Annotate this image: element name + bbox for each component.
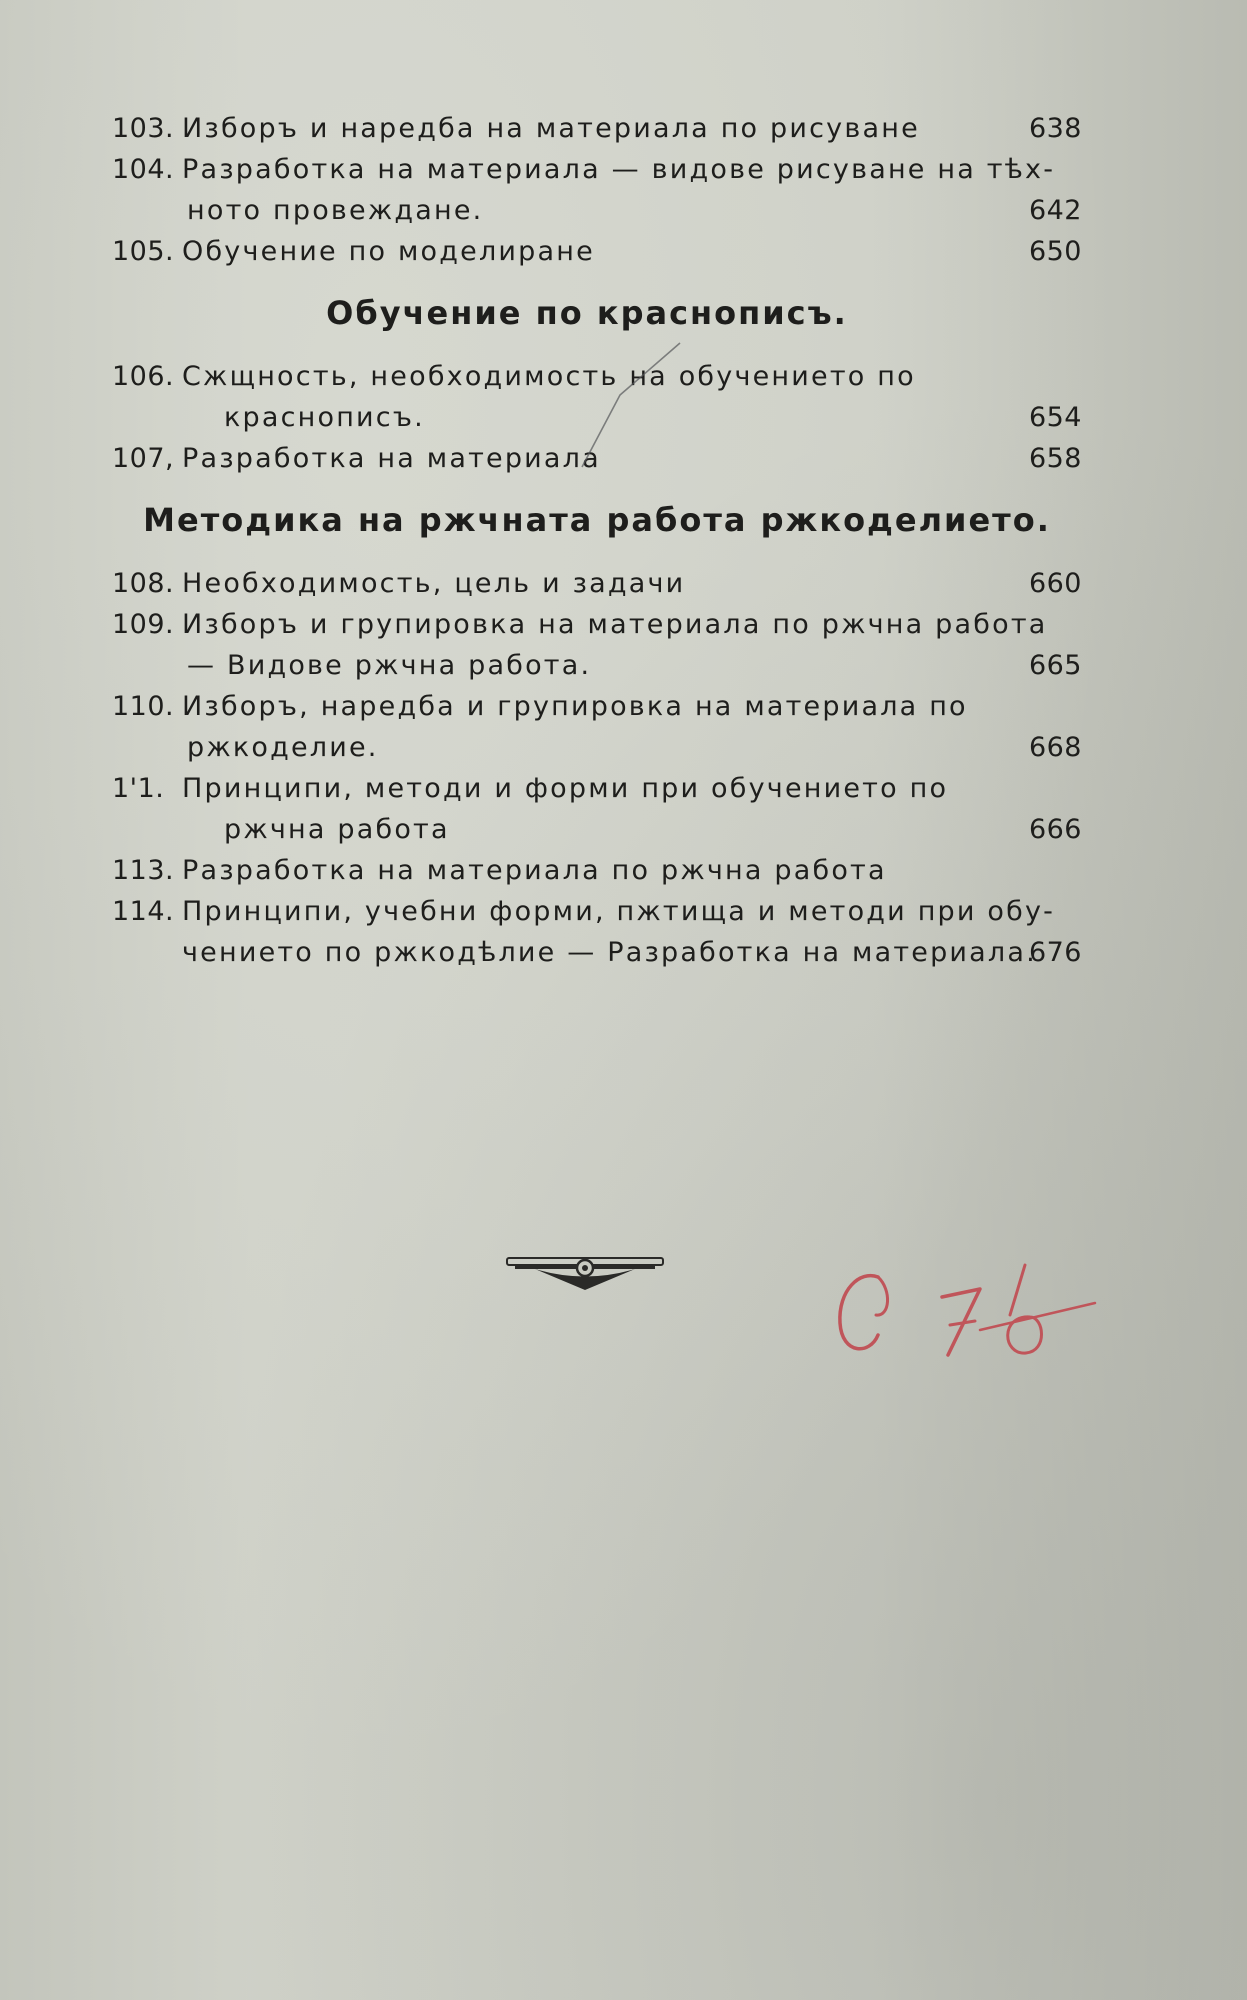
handwritten-shelf-mark xyxy=(830,1255,1100,1375)
entry-page: 650 xyxy=(1028,236,1082,267)
printers-ornament-icon xyxy=(505,1250,665,1290)
entry-page: 665 xyxy=(1028,650,1082,681)
entry-title-continuation: — Видове ржчна работа. xyxy=(187,650,592,681)
table-of-contents xyxy=(112,108,1082,973)
pencil-stroke-mark xyxy=(560,335,700,475)
toc-entry-113 xyxy=(112,850,1082,891)
entry-title: Изборъ и групировка на материала по ржчна работа xyxy=(182,609,1048,640)
entry-title-continuation: ното провеждане. xyxy=(187,195,484,226)
entry-number: 1'1. xyxy=(112,773,165,804)
entry-title-continuation: краснописъ. xyxy=(224,402,425,433)
toc-entry-104 xyxy=(112,149,1082,231)
entry-number: 106. xyxy=(112,361,175,392)
entry-page: 668 xyxy=(1028,732,1082,763)
entry-title: Необходимость, цель и задачи xyxy=(182,568,686,599)
entry-number: 113. xyxy=(112,855,175,886)
entry-title-continuation: ржкоделие. xyxy=(187,732,379,763)
entry-page: 666 xyxy=(1028,814,1082,845)
entry-number: 105. xyxy=(112,236,175,267)
entry-title: Изборъ и наредба на материала по рисуване xyxy=(182,113,920,144)
toc-entry-109 xyxy=(112,604,1082,686)
entry-title: Разработка на материала по ржчна работа xyxy=(182,855,887,886)
entry-title: Принципи, методи и форми при обучението по xyxy=(182,773,949,804)
toc-entry-105 xyxy=(112,231,1082,272)
entry-page: 676 xyxy=(1028,937,1082,968)
entry-title-continuation: ржчна работа xyxy=(224,814,450,845)
entry-number: 107, xyxy=(112,443,175,474)
toc-entry-108 xyxy=(112,563,1082,604)
entry-title: Принципи, учебни форми, пжтища и методи при обу- xyxy=(182,896,1056,927)
section-heading-calligraphy: Обучение по краснописъ. xyxy=(326,294,848,332)
toc-entry-103 xyxy=(112,108,1082,149)
entry-number: 109. xyxy=(112,609,175,640)
entry-number: 103. xyxy=(112,113,175,144)
entry-title: Сжщность, необходимость на обучението по xyxy=(182,361,916,392)
entry-title-continuation: чението по ржкодѣлие — Разработка на материала. xyxy=(182,937,1037,968)
entry-number: 110. xyxy=(112,691,175,722)
entry-number: 104. xyxy=(112,154,175,185)
section-heading-handwork: Методика на ржчната работа ржкоделието. xyxy=(143,501,1051,539)
entry-title: Обучение по моделиране xyxy=(182,236,595,267)
entry-title: Разработка на материала — видове рисуване на тѣх- xyxy=(182,154,1056,185)
entry-title: Изборъ, наредба и групировка на материала по xyxy=(182,691,968,722)
entry-page: 654 xyxy=(1028,402,1082,433)
toc-entry-114 xyxy=(112,891,1082,973)
entry-page: 658 xyxy=(1028,443,1082,474)
entry-page: 642 xyxy=(1028,195,1082,226)
entry-number: 108. xyxy=(112,568,175,599)
entry-page: 638 xyxy=(1028,113,1082,144)
entry-title: Разработка на материала xyxy=(182,443,601,474)
toc-entry-111 xyxy=(112,768,1082,850)
entry-page: 660 xyxy=(1028,568,1082,599)
toc-entry-110 xyxy=(112,686,1082,768)
entry-number: 114. xyxy=(112,896,175,927)
